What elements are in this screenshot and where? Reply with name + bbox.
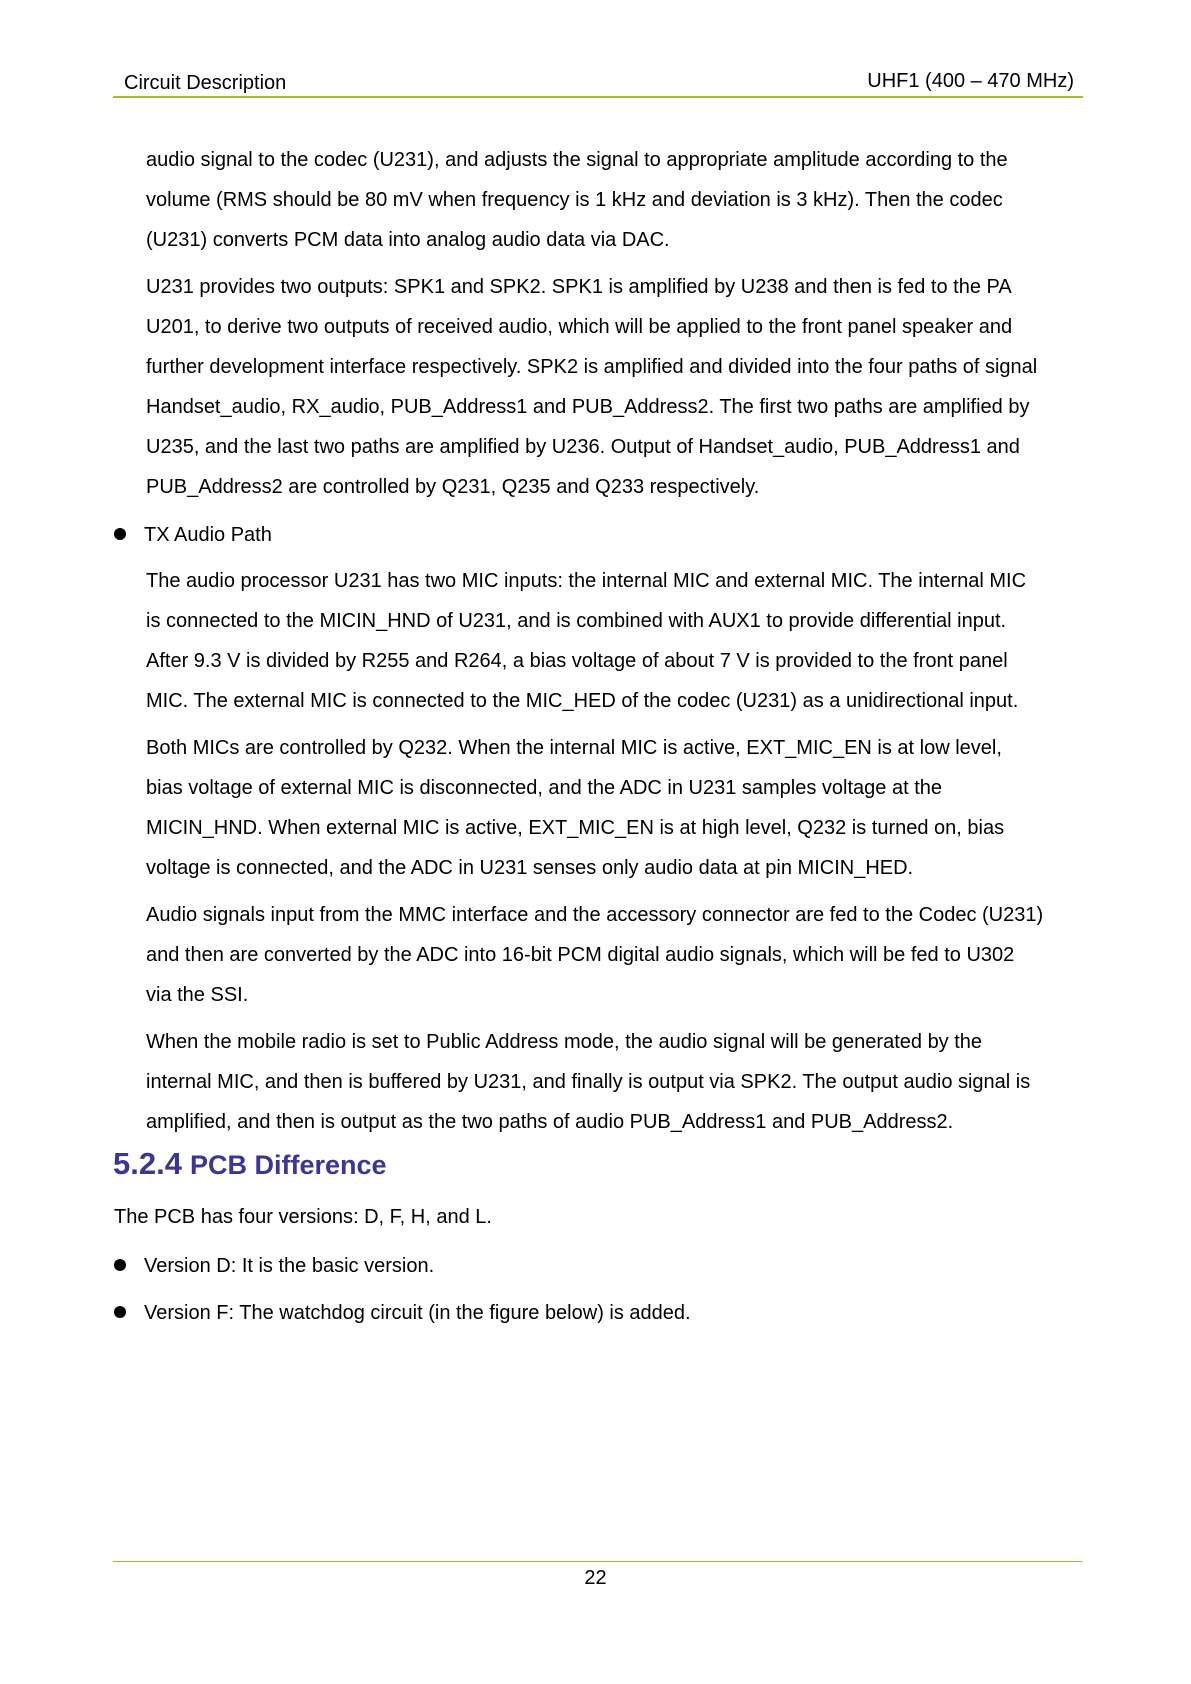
header-section-title: Circuit Description (124, 72, 287, 94)
section-title: PCB Difference (189, 1150, 387, 1180)
bullet-version-d (114, 1246, 434, 1286)
text-line: is connected to the MICIN_HND of U231, and is combined with AUX1 to provide differential input. (146, 610, 1007, 632)
text-line: and then are converted by the ADC into 16-bit PCM digital audio signals, which will be fed to U302 (146, 944, 1015, 966)
section-intro: The PCB has four versions: D, F, H, and L. (114, 1206, 492, 1228)
text-line: U201, to derive two outputs of received audio, which will be applied to the front panel speaker and (146, 316, 1013, 338)
text-line: Audio signals input from the MMC interface and the accessory connector are fed to the Codec (U231) (146, 904, 1044, 926)
text-line: via the SSI. (146, 984, 249, 1006)
text-line: After 9.3 V is divided by R255 and R264, a bias voltage of about 7 V is provided to the front panel (146, 650, 1008, 672)
text-line: U235, and the last two paths are amplified by U236. Output of Handset_audio, PUB_Address1 and (146, 436, 1020, 458)
text-line: Both MICs are controlled by Q232. When the internal MIC is active, EXT_MIC_EN is at low level, (146, 737, 1002, 759)
paragraph-mmc-interface (146, 895, 1106, 1015)
page-header (113, 68, 1083, 96)
text-line: volume (RMS should be 80 mV when frequency is 1 kHz and deviation is 3 kHz). Then the codec (146, 189, 1003, 211)
paragraph-mic-inputs (146, 561, 1106, 721)
text-line: voltage is connected, and the ADC in U231 senses only audio data at pin MICIN_HED. (146, 857, 914, 879)
text-line: U231 provides two outputs: SPK1 and SPK2. SPK1 is amplified by U238 and then is fed to the PA (146, 276, 1012, 298)
bullet-tx-audio-path (114, 515, 272, 555)
bullet-label: Version D: It is the basic version. (144, 1255, 435, 1277)
bullet-version-f (114, 1293, 691, 1333)
header-model-band: UHF1 (400 – 470 MHz) (867, 70, 1074, 92)
text-line: internal MIC, and then is buffered by U231, and finally is output via SPK2. The output audio signal is (146, 1071, 1031, 1093)
paragraph-mic-control (146, 728, 1106, 888)
bullet-dot-icon (114, 528, 126, 540)
text-line: MICIN_HND. When external MIC is active, EXT_MIC_EN is at high level, Q232 is turned on, bias (146, 817, 1005, 839)
bullet-dot-icon (114, 1259, 126, 1271)
paragraph-public-address (146, 1022, 1106, 1142)
text-line: The audio processor U231 has two MIC inputs: the internal MIC and external MIC. The internal MIC (146, 570, 1027, 592)
text-line: amplified, and then is output as the two paths of audio PUB_Address1 and PUB_Address2. (146, 1111, 954, 1133)
bullet-label: Version F: The watchdog circuit (in the figure below) is added. (144, 1302, 691, 1324)
bullet-dot-icon (114, 1306, 126, 1318)
footer-divider (113, 1561, 1083, 1562)
section-heading (113, 1146, 387, 1182)
section-number: 5.2.4 (113, 1146, 182, 1181)
page-number: 22 (584, 1567, 607, 1589)
bullet-label: TX Audio Path (144, 524, 272, 546)
text-line: PUB_Address2 are controlled by Q231, Q235 and Q233 respectively. (146, 476, 760, 498)
text-line: further development interface respectively. SPK2 is amplified and divided into the four paths of signal (146, 356, 1038, 378)
text-line: When the mobile radio is set to Public Address mode, the audio signal will be generated by the (146, 1031, 983, 1053)
paragraph-u231-outputs (146, 267, 1106, 507)
text-line: Handset_audio, RX_audio, PUB_Address1 and PUB_Address2. The first two paths are amplified by (146, 396, 1030, 418)
text-line: (U231) converts PCM data into analog audio data via DAC. (146, 229, 670, 251)
text-line: bias voltage of external MIC is disconnected, and the ADC in U231 samples voltage at the (146, 777, 943, 799)
header-divider (113, 96, 1083, 98)
text-line: MIC. The external MIC is connected to the MIC_HED of the codec (U231) as a unidirectional input. (146, 690, 1019, 712)
text-line: audio signal to the codec (U231), and adjusts the signal to appropriate amplitude according to the (146, 149, 1008, 171)
paragraph-rx-audio-end (146, 140, 1106, 260)
